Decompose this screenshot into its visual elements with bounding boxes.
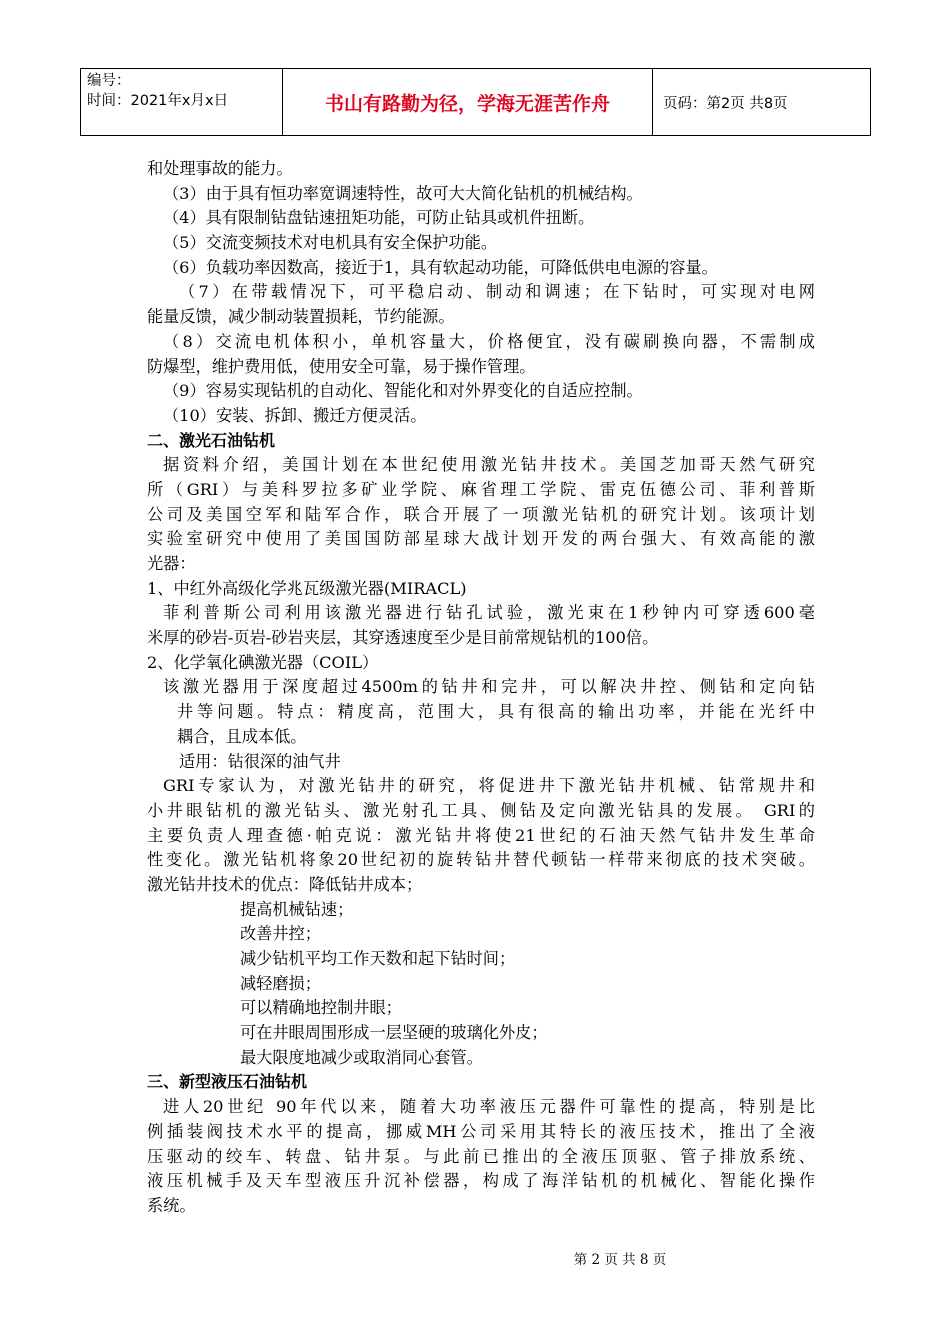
subheading: 2、化学氧化碘激光器（COIL） <box>147 652 379 672</box>
paragraph-line: 性变化。激光钻机将象20世纪初的旋转钻井替代顿钻一样带来彻底的技术突破。 <box>147 850 815 870</box>
paragraph-line: 激光钻井技术的优点：降低钻井成本； <box>147 874 423 894</box>
paragraph-line: GRI专家认为，对激光钻井的研究，将促进井下激光钻井机械、钻常规井和 <box>163 776 815 796</box>
paragraph-line: 光器： <box>147 554 196 573</box>
advantage-item: 可以精确地控制井眼； <box>240 998 402 1018</box>
list-item: （4）具有限制钻盘钻速扭矩功能，可防止钻具或机件扭断。 <box>163 208 595 228</box>
paragraph-line: 适用：钻很深的油气井 <box>179 751 341 771</box>
header-meta <box>81 69 283 135</box>
paragraph-line: 公司及美国空军和陆军合作，联合开展了一项激光钻机的研究计划。该项计划 <box>147 504 815 524</box>
list-item: （3）由于具有恒功率宽调速特性，故可大大简化钻机的机械结构。 <box>163 183 643 203</box>
paragraph-line: 井等问题。特点：精度高，范围大，具有很高的输出功率，并能在光纤中 <box>177 702 815 722</box>
paragraph-line: 主要负责人理查德·帕克说：激光钻井将使21世纪的石油天然气钻井发生革命 <box>147 825 815 845</box>
advantage-item: 提高机械钻速； <box>240 899 354 919</box>
text-line: 防爆型，维护费用低，使用安全可靠，易于操作管理。 <box>147 356 536 376</box>
text-line: 能量反馈，减少制动装置损耗，节约能源。 <box>147 307 455 327</box>
paragraph-line: 该激光器用于深度超过4500m的钻井和完井，可以解决井控、侧钻和定向钻 <box>163 677 815 697</box>
list-item: （10）安装、拆卸、搬迁方便灵活。 <box>163 405 427 425</box>
paragraph-line: 所（GRI）与美科罗拉多矿业学院、麻省理工学院、雷克伍德公司、菲利普斯 <box>147 479 815 499</box>
list-item: （9）容易实现钻机的自动化、智能化和对外界变化的自适应控制。 <box>163 381 643 401</box>
header-motto: 书山有路勤为径，学海无涯苦作舟 <box>283 69 653 135</box>
section-heading: 二、激光石油钻机 <box>147 430 276 450</box>
paragraph-line: 系统。 <box>147 1195 196 1215</box>
paragraph-line: 进人20世纪 90年代以来，随着大功率液压元器件可靠性的提高，特别是比 <box>163 1097 815 1117</box>
advantage-item: 最大限度地减少或取消同心套管。 <box>240 1047 483 1067</box>
page-footer: 第 2 页 共 8 页 <box>573 1252 667 1268</box>
list-item: （8）交流电机体积小，单机容量大，价格便宜，没有碳刷换向器，不需制成 <box>163 331 815 351</box>
text-line: 和处理事故的能力。 <box>147 159 293 178</box>
number-label: 编号： <box>87 73 131 89</box>
paragraph-line: 液压机械手及天车型液压升沉补偿器，构成了海洋钻机的机械化、智能化操作 <box>147 1171 815 1191</box>
list-item: （5）交流变频技术对电机具有安全保护功能。 <box>163 233 498 253</box>
document-body <box>147 157 815 1219</box>
list-item: （6）负载功率因数高，接近于1，具有软起动功能，可降低供电电源的容量。 <box>163 257 718 277</box>
paragraph-line: 例插装阀技术水平的提高，挪威MH公司采用其特长的液压技术，推出了全液 <box>147 1121 815 1141</box>
advantage-item: 减轻磨损； <box>240 973 321 993</box>
paragraph-line: 米厚的砂岩-页岩-砂岩夹层，其穿透速度至少是目前常规钻机的100倍。 <box>147 628 659 648</box>
paragraph-line: 菲利普斯公司利用该激光器进行钻孔试验，激光束在1秒钟内可穿透600毫 <box>163 603 815 623</box>
date-label: 时间：2021年x月x日 <box>87 93 229 109</box>
paragraph-line: 压驱动的绞车、转盘、钻井泵。与此前已推出的全液压顶驱、管子排放系统、 <box>147 1146 815 1166</box>
advantage-item: 减少钻机平均工作天数和起下钻时间； <box>240 949 516 968</box>
subheading: 1、中红外高级化学兆瓦级激光器(MIRACL) <box>147 578 467 598</box>
paragraph-line: 据资料介绍，美国计划在本世纪使用激光钻井技术。美国芝加哥天然气研究 <box>163 455 815 475</box>
section-heading: 三、新型液压石油钻机 <box>147 1072 308 1092</box>
advantage-item: 可在井眼周围形成一层坚硬的玻璃化外皮； <box>240 1023 548 1043</box>
paragraph-line: 实验室研究中使用了美国国防部星球大战计划开发的两台强大、有效高能的激 <box>147 529 815 549</box>
page-indicator: 页码：第2页 共8页 <box>663 95 788 112</box>
list-item: （7）在带载情况下，可平稳启动、制动和调速；在下钻时，可实现对电网 <box>179 282 815 302</box>
header-table <box>80 68 871 136</box>
advantage-item: 改善井控； <box>240 924 321 944</box>
paragraph-line: 耦合，且成本低。 <box>177 726 307 746</box>
paragraph-line: 小井眼钻机的激光钻头、激光射孔工具、侧钻及定向激光钻具的发展。 GRI的 <box>147 800 815 820</box>
